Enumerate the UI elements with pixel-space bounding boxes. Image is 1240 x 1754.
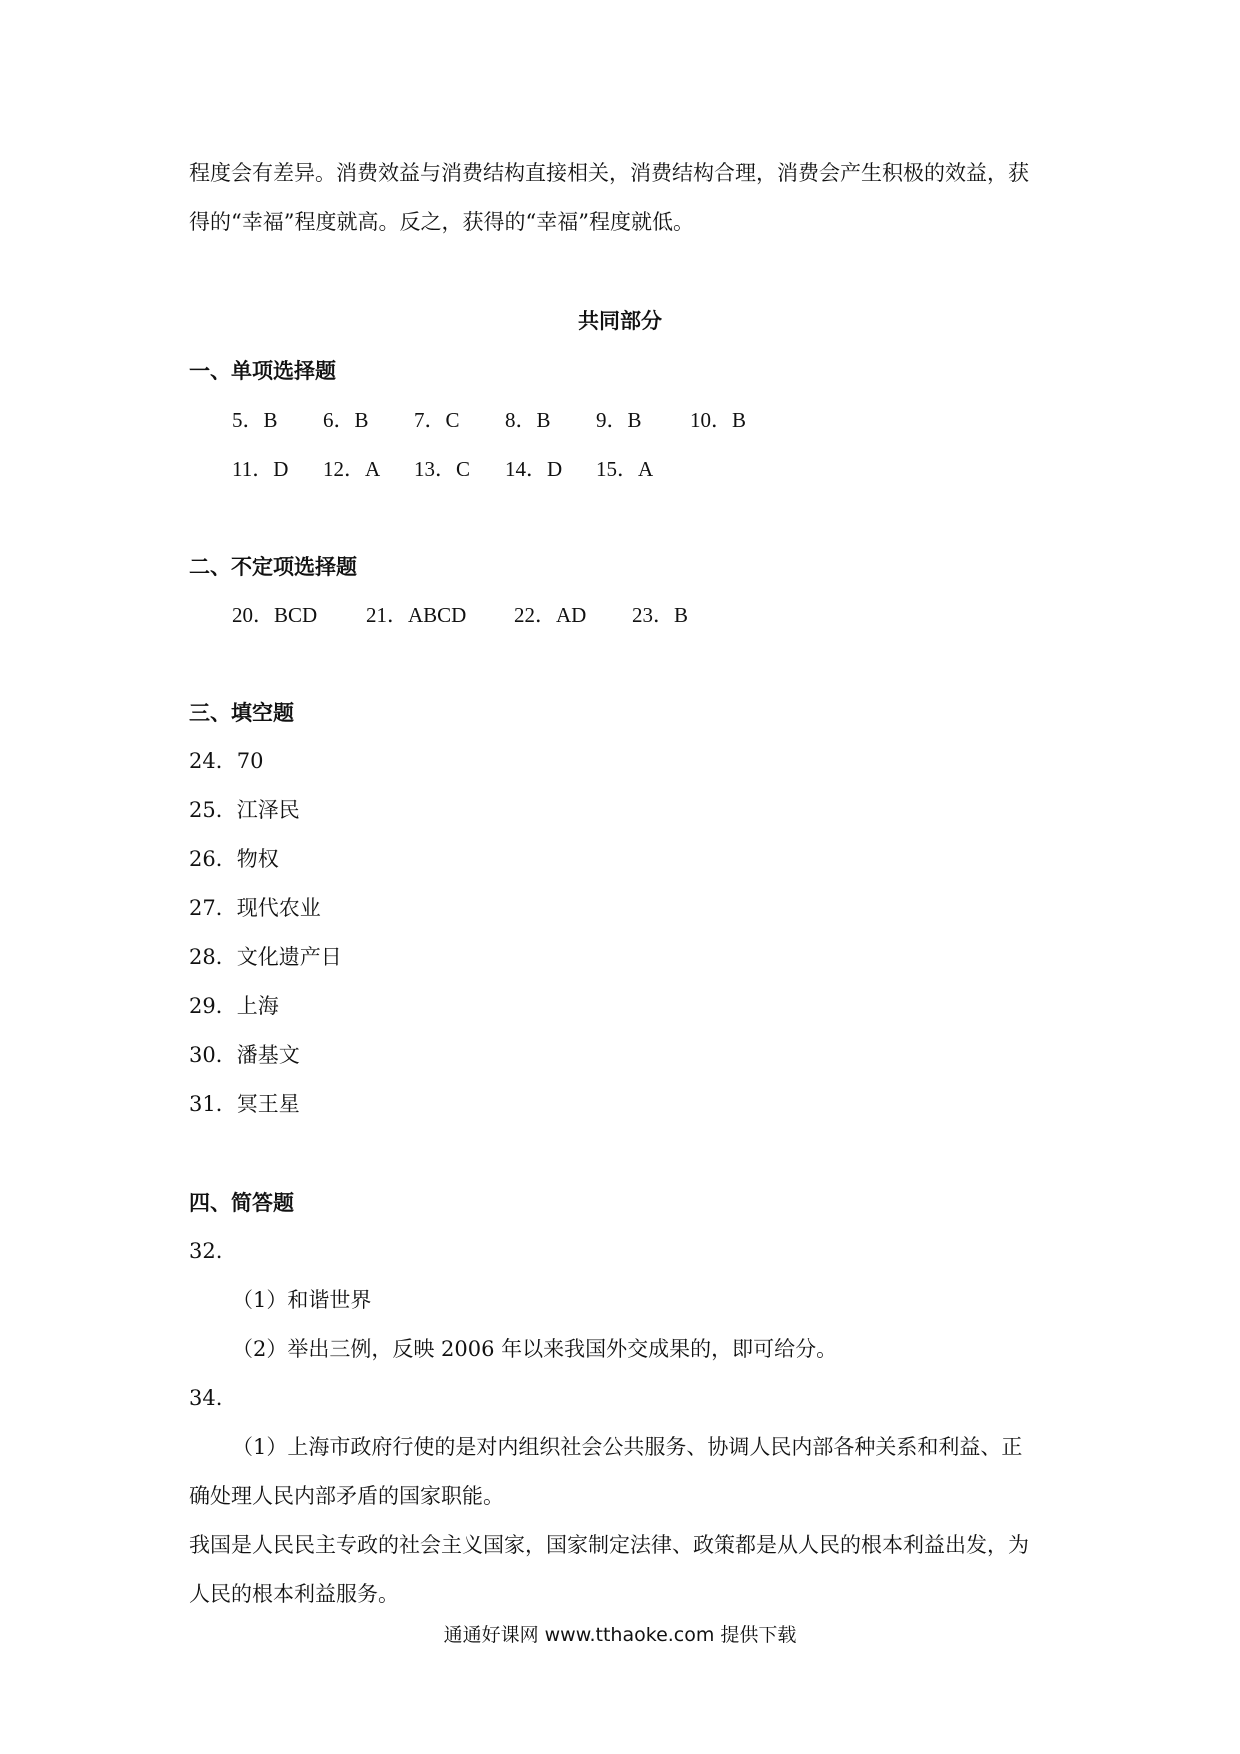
answer-15: 15．A [596,457,654,481]
section-title: 共同部分 [578,308,662,333]
question-34-answer-1-line-1: （1）上海市政府行使的是对内组织社会公共服务、协调人民内部各种关系和利益、正 [232,1435,1023,1459]
answer-10: 10．B [690,408,747,432]
answer-9: 9．B [596,408,642,432]
answer-11: 11．D [232,457,289,481]
question-32-answer-1: （1）和谐世界 [232,1288,372,1312]
answer-7: 7．C [414,408,460,432]
answer-6: 6．B [323,408,369,432]
fill-answer-27: 27．现代农业 [189,896,321,920]
part4-heading: 四、简答题 [189,1190,294,1215]
fill-answer-31: 31．冥王星 [189,1092,300,1116]
answer-5: 5．B [232,408,278,432]
answer-12: 12．A [323,457,381,481]
fill-answer-29: 29．上海 [189,994,279,1018]
part2-heading: 二、不定项选择题 [189,554,357,579]
answer-21: 21．ABCD [366,603,467,627]
fill-answer-26: 26．物权 [189,847,279,871]
fill-answer-25: 25．江泽民 [189,798,300,822]
question-34-answer-1-line-2: 确处理人民内部矛盾的国家职能。 [189,1484,504,1508]
question-32-answer-2: （2）举出三例，反映 2006 年以来我国外交成果的，即可给分。 [232,1337,838,1361]
answer-20: 20．BCD [232,603,318,627]
answer-8: 8．B [505,408,551,432]
part1-heading: 一、单项选择题 [189,358,336,383]
footer-source-note: 通通好课网 www.tthaoke.com 提供下载 [443,1624,797,1646]
fill-answer-30: 30．潘基文 [189,1043,300,1067]
intro-line-1: 程度会有差异。消费效益与消费结构直接相关，消费结构合理，消费会产生积极的效益，获 [189,161,1029,185]
question-34-paragraph-line-2: 人民的根本利益服务。 [189,1582,399,1606]
fill-answer-28: 28．文化遗产日 [189,945,342,969]
answer-23: 23．B [632,603,689,627]
answer-14: 14．D [505,457,563,481]
question-34-paragraph-line-1: 我国是人民民主专政的社会主义国家，国家制定法律、政策都是从人民的根本利益出发，为 [189,1533,1029,1557]
answer-13: 13．C [414,457,471,481]
intro-line-2: 得的“幸福”程度就高。反之，获得的“幸福”程度就低。 [189,210,694,234]
part3-heading: 三、填空题 [189,700,294,725]
answer-22: 22．AD [514,603,587,627]
question-32-number: 32. [189,1239,223,1263]
question-34-number: 34. [189,1386,223,1410]
fill-answer-24: 24．70 [189,749,264,773]
